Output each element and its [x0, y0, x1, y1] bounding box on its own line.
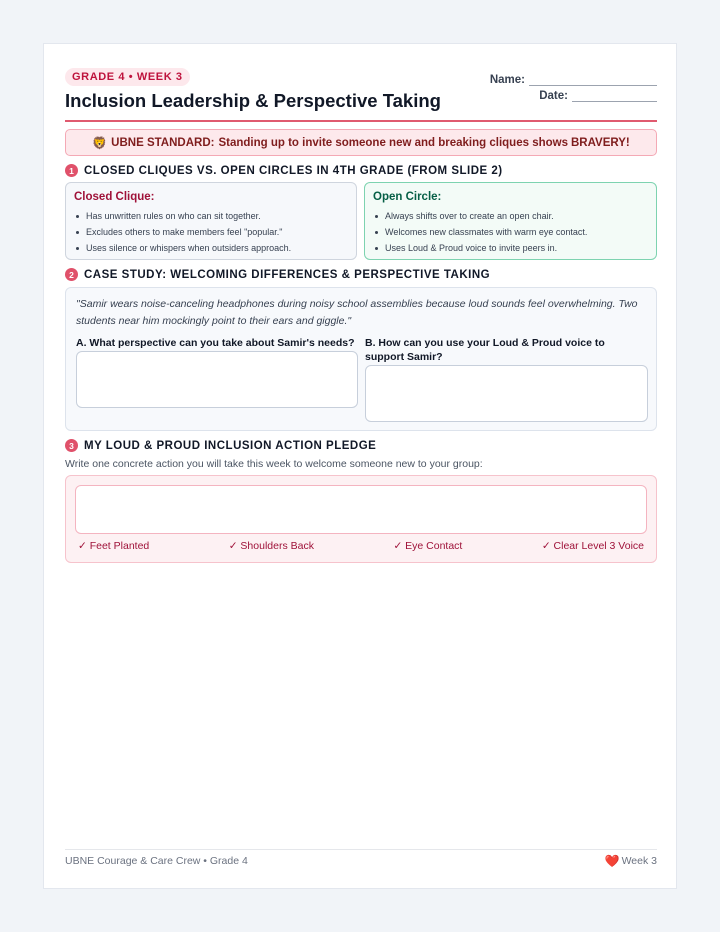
footer-divider — [65, 849, 657, 850]
grade-week-badge: GRADE 4 • WEEK 3 — [65, 68, 190, 86]
date-field[interactable] — [539, 90, 657, 102]
closed-clique-list — [74, 208, 348, 256]
section-2-heading — [65, 268, 490, 281]
header-divider — [65, 120, 657, 122]
check-clear-voice: ✓ Clear Level 3 Voice — [541, 540, 644, 552]
name-line[interactable] — [529, 85, 657, 86]
question-a-label: A. What perspective can you take about Samir's needs? — [76, 337, 355, 349]
pledge-instruction: Write one concrete action you will take this week to welcome someone new to your group: — [65, 458, 483, 470]
name-label: Name: — [489, 74, 525, 86]
footer-week: Week 3 — [621, 855, 657, 867]
closed-clique-card — [65, 182, 357, 260]
pledge-answer-box[interactable] — [75, 485, 647, 534]
check-eye-contact: ✓ Eye Contact — [393, 540, 463, 552]
list-item: Excludes others to make members feel "popular." — [74, 224, 348, 240]
question-a-answer-box[interactable] — [76, 351, 358, 408]
open-circle-card — [364, 182, 657, 260]
pledge-checklist — [78, 540, 644, 552]
open-circle-title: Open Circle: — [373, 191, 442, 203]
lion-icon: 🦁 — [92, 135, 108, 150]
footer-left-text: UBNE Courage & Care Crew • Grade 4 — [65, 855, 248, 867]
list-item: Uses Loud & Proud voice to invite peers in. — [373, 240, 648, 256]
section-1-title: CLOSED CLIQUES VS. OPEN CIRCLES IN 4TH GRADE (FROM SLIDE 2) — [84, 164, 503, 177]
section-2-number: 2 — [65, 268, 78, 281]
date-line[interactable] — [572, 101, 657, 102]
question-b-label: B. How can you use your Loud & Proud voice to support Samir? — [365, 337, 605, 363]
check-shoulders-back: ✓ Shoulders Back — [228, 540, 314, 552]
section-3-number: 3 — [65, 439, 78, 452]
closed-clique-title: Closed Clique: — [74, 191, 155, 203]
open-circle-list — [373, 208, 648, 256]
list-item: Uses silence or whispers when outsiders approach. — [74, 240, 348, 256]
list-item: Always shifts over to create an open chair. — [373, 208, 648, 224]
case-study-quote: "Samir wears noise-canceling headphones during noisy school assemblies because loud sounds feel overwhelming. Two students near him mockingly point to their ears and giggle." — [76, 298, 638, 327]
section-1-heading — [65, 164, 503, 177]
section-3-title: MY LOUD & PROUD INCLUSION ACTION PLEDGE — [84, 439, 377, 452]
list-item: Welcomes new classmates with warm eye contact. — [373, 224, 648, 240]
section-2-title: CASE STUDY: WELCOMING DIFFERENCES & PERSPECTIVE TAKING — [84, 268, 491, 281]
standard-emphasis: BRAVERY! — [570, 136, 630, 149]
section-3-heading — [65, 439, 376, 452]
worksheet-page — [43, 43, 677, 889]
question-b-answer-box[interactable] — [365, 365, 648, 422]
name-field[interactable] — [490, 74, 657, 86]
section-1-number: 1 — [65, 164, 78, 177]
standard-banner — [65, 129, 657, 156]
check-feet-planted: ✓ Feet Planted — [78, 540, 150, 552]
date-label: Date: — [539, 90, 568, 102]
list-item: Has unwritten rules on who can sit together. — [74, 208, 348, 224]
footer-right — [605, 854, 657, 868]
pledge-card — [65, 475, 657, 563]
heart-icon: ❤️ — [604, 854, 620, 868]
standard-tag: UBNE STANDARD: — [111, 136, 215, 149]
page-title: Inclusion Leadership & Perspective Taking — [65, 90, 441, 111]
standard-text: Standing up to invite someone new and breaking cliques shows — [218, 136, 568, 149]
case-study-card — [65, 287, 657, 431]
